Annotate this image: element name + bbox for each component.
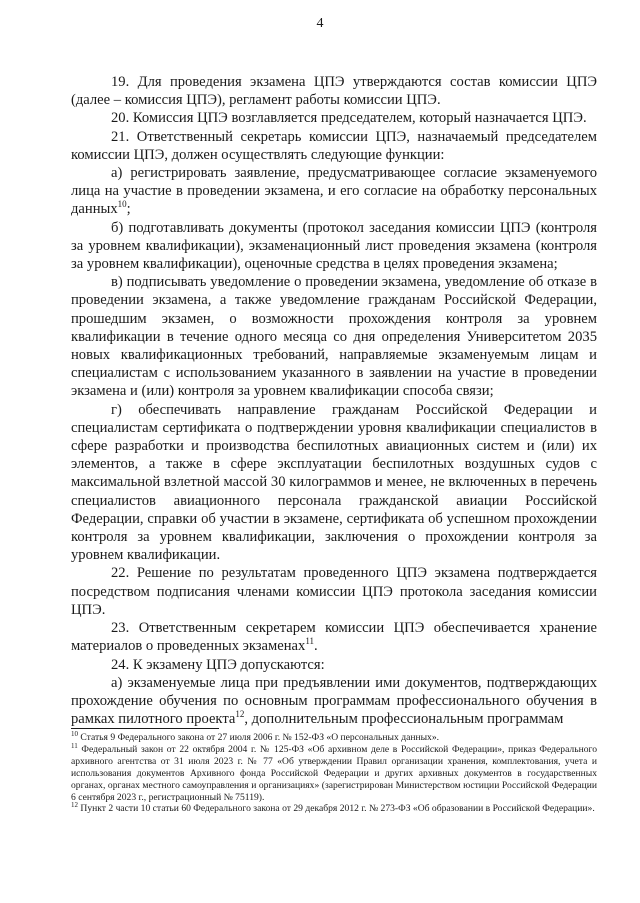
footnote-ref-12: 12 [235,709,245,720]
paragraph-22: 22. Решение по результатам проведенного ЦПЭ экзамена подтверждается посредством подписания членами комиссии ЦПЭ протокола заседания комиссии ЦПЭ. [71,565,597,618]
footnotes [71,729,597,815]
paragraph-24-a-text: а) экзаменуемые лица при предъявлении ими документов, подтверждающих прохождение обучения по основным программам профессионального обучения в рамках пилотного проекта [71,674,597,728]
paragraph-21-a-tail: ; [126,201,131,218]
paragraph-21-a-text: а) регистрировать заявление, предусматривающее согласие экзаменуемого лица на участие в проведении экзамена, и его согласие на обработку персональных данных [71,165,597,218]
footnote-11 [71,741,597,804]
footnote-text-11: Федеральный закон от 22 октября 2004 г. № 125-ФЗ «Об архивном деле в Российской Федерации», приказ Федерального архивного агентства от 31 июля 2023 г. № 77 «Об утверждении Правил организации хранения, комплектования, учета и использования документов Архивного фонда Российской Федерации и других архивных документов в государственных органах, органах местного самоуправления и организациях» (зарегистрирован Министерством юстиции Российской Федерации 6 сентября 2023 г., регистрационный № 75119). [71,743,597,803]
paragraph-23-tail: . [314,638,318,655]
footnote-mark-12: 12 [71,801,78,810]
footnote-mark-11: 11 [71,741,78,750]
main-text [71,73,597,728]
paragraph-19: 19. Для проведения экзамена ЦПЭ утверждаются состав комиссии ЦПЭ (далее – комиссия ЦПЭ), регламент работы комиссии ЦПЭ. [71,74,597,109]
paragraph-21-g: г) обеспечивать направление гражданам Российской Федерации и специалистам сертификата о подтверждении уровня квалификации специалистов в сфере разработки и производства беспилотных авиационных систем и (или) их элементов, а также в сфере эксплуатации беспилотных воздушных судов с максимальной взлетной массой 30 килограммов и менее, не включенных в перечень специалистов авиационного персонала гражданской авиации Российской Федерации, справки об участии в экзамене, сертификата об успешном прохождении контроля за уровнем квалификации, заключения о прохождении контроля за уровнем квалификации. [71,401,597,564]
footnote-ref-10: 10 [117,199,127,210]
footnote-10 [71,729,597,744]
footnote-ref-11: 11 [305,636,315,647]
paragraph-21-b: б) подготавливать документы (протокол заседания комиссии ЦПЭ (контроля за уровнем квалификации), экзаменационный лист проведения экзамена (контроля за уровнем квалификации), оценочные средства в целях проведения экзамена; [71,219,597,273]
paragraph-23 [71,619,597,655]
footnote-text-10: Статья 9 Федерального закона от 27 июля 2006 г. № 152-ФЗ «О персональных данных». [78,732,440,743]
footnote-mark-10: 10 [71,729,78,738]
paragraph-23-text: 23. Ответственным секретарем комиссии ЦПЭ обеспечивается хранение материалов о проведенных экзаменах [71,620,597,655]
footnote-12 [71,803,597,815]
paragraph-21: 21. Ответственный секретарь комиссии ЦПЭ, назначаемый председателем комиссии ЦПЭ, должен осуществлять следующие функции: [71,128,597,163]
paragraph-21-a [71,164,597,219]
page-number: 4 [316,16,324,31]
paragraph-24-a [71,674,597,729]
paragraph-24-a-tail: , дополнительным профессиональным программам [244,711,564,728]
paragraph-20: 20. Комиссия ЦПЭ возглавляется председателем, который назначается ЦПЭ. [111,110,587,127]
footnote-text-12: Пункт 2 части 10 статьи 60 Федерального закона от 29 декабря 2012 г. № 273-ФЗ «Об образовании в Российской Федерации». [78,803,595,815]
footnote-separator [71,728,219,729]
paragraph-24: 24. К экзамену ЦПЭ допускаются: [111,656,325,673]
paragraph-21-v: в) подписывать уведомление о проведении экзамена, уведомление об отказе в проведении экзамена, а также уведомление гражданам Российской Федерации, прошедшим экзамен, о возможности прохождения контроля за уровнем квалификации в течение одного месяца со дня определения Университетом 2035 новых квалификационных требований, направляемые экзаменуемым лицам и специалистам с использованием указанного в заявлении на участие в проведении экзамена и (или) контроля за уровнем квалификации способа связи; [71,274,597,400]
